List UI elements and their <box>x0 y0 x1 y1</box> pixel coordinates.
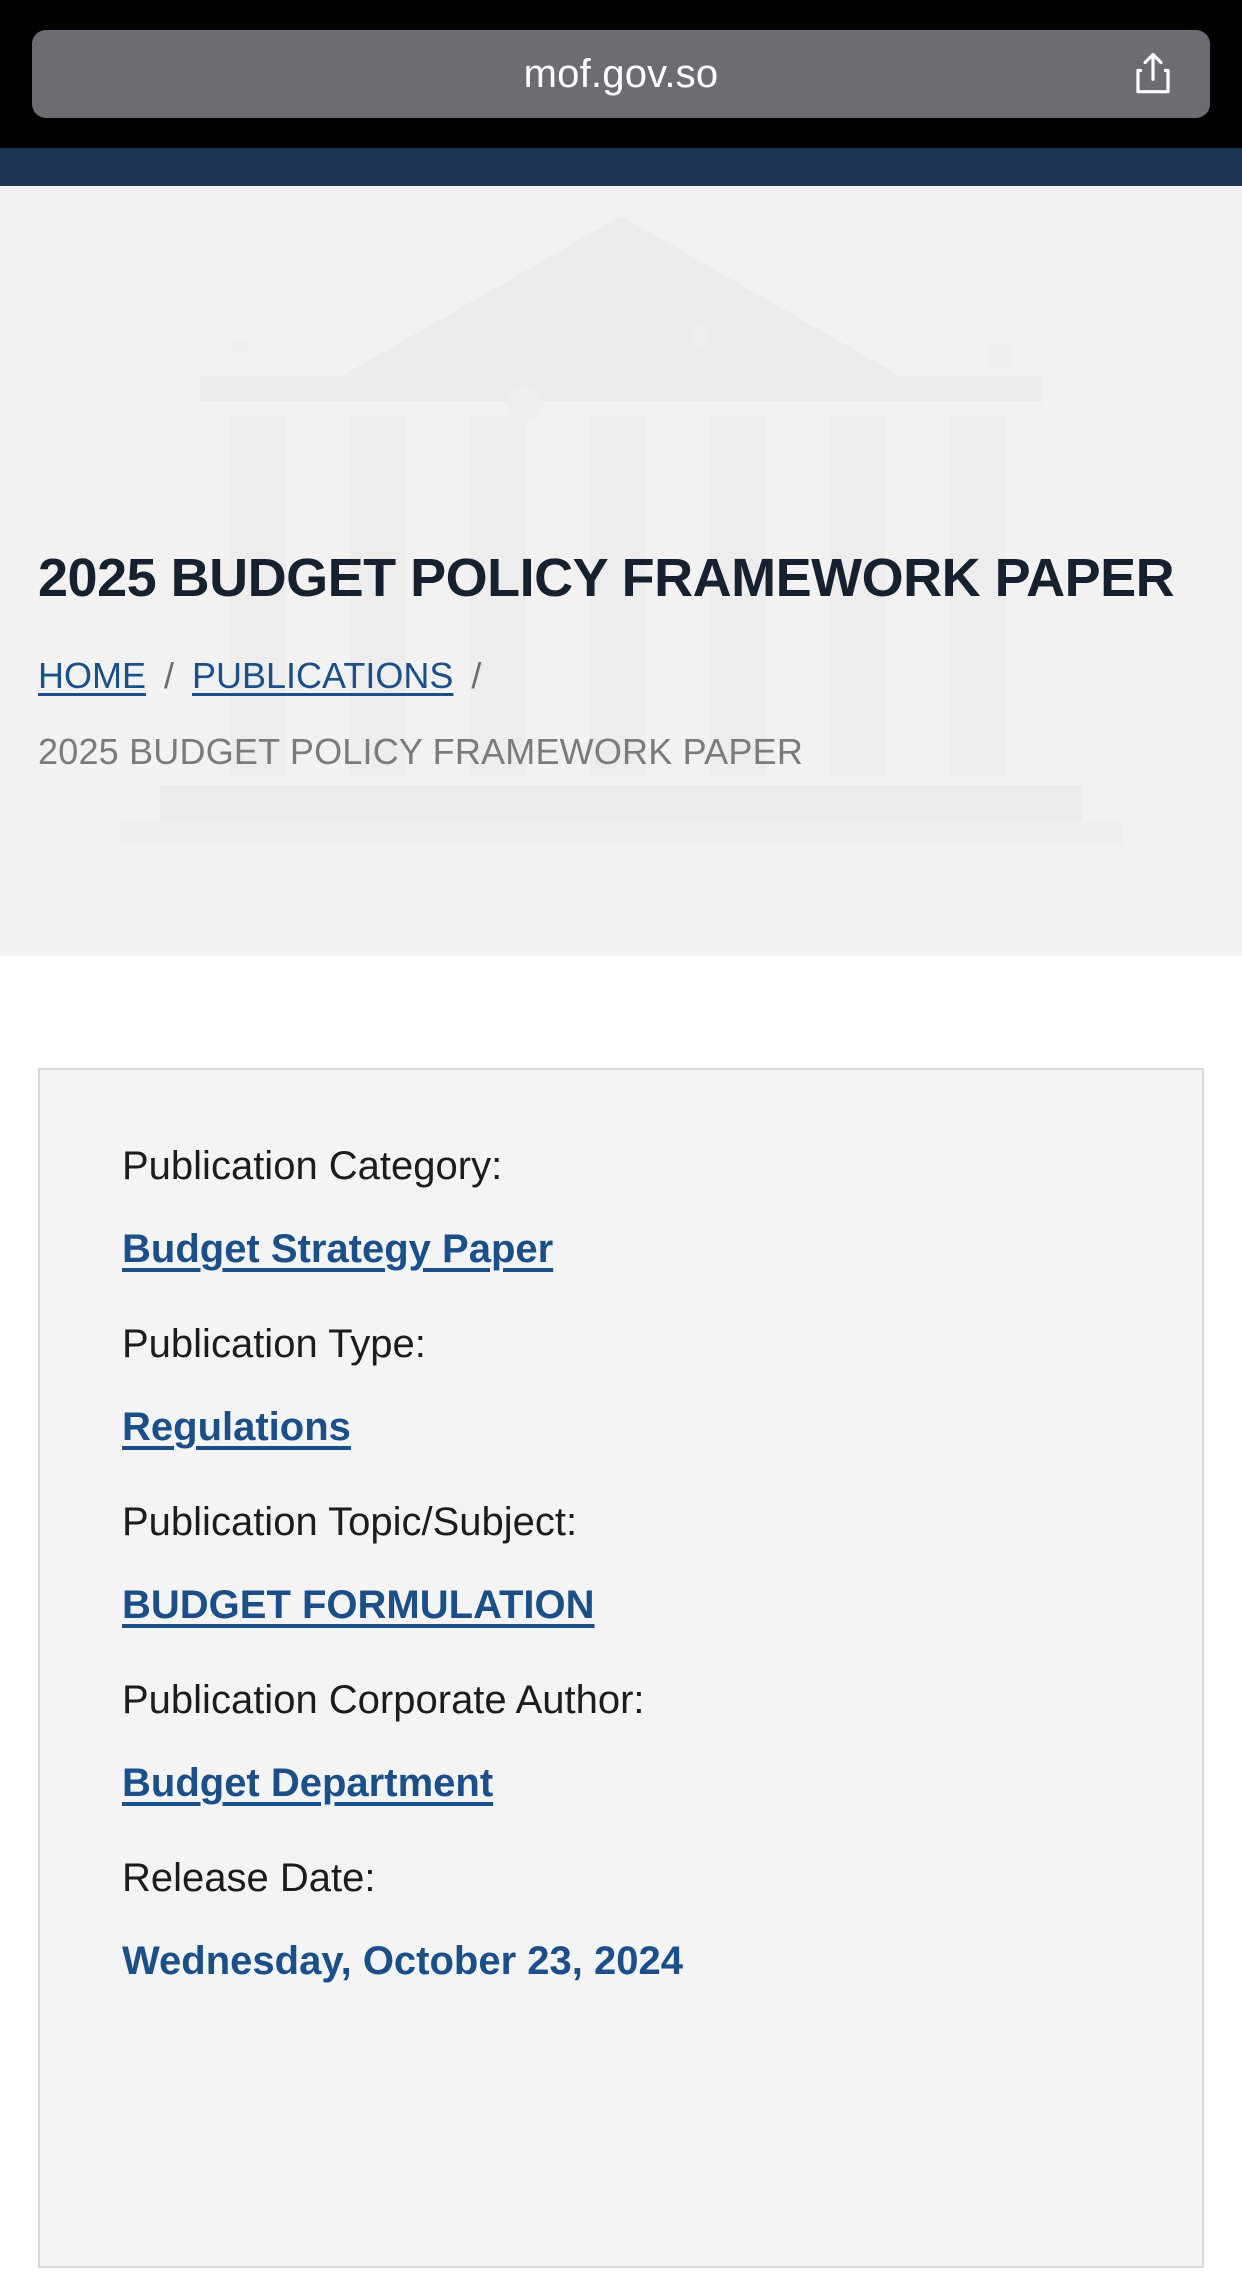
breadcrumb-separator-2: / <box>471 654 482 696</box>
breadcrumb-current: 2025 BUDGET POLICY FRAMEWORK PAPER <box>38 730 804 772</box>
link-budget-department[interactable]: Budget Department <box>122 1761 494 1805</box>
field-label-corporate-author: Publication Corporate Author: <box>122 1678 645 1722</box>
link-regulations[interactable]: Regulations <box>122 1405 351 1449</box>
content-area <box>0 956 1242 2268</box>
page-title: 2025 BUDGET POLICY FRAMEWORK PAPER <box>38 548 1175 609</box>
field-label-publication-topic: Publication Topic/Subject: <box>122 1500 578 1544</box>
link-budget-strategy-paper[interactable]: Budget Strategy Paper <box>122 1227 554 1271</box>
publication-details-card <box>38 1068 1204 2268</box>
breadcrumb-item-home[interactable]: HOME <box>38 654 146 696</box>
field-label-publication-category: Publication Category: <box>122 1144 503 1188</box>
url-text: mof.gov.so <box>523 51 719 96</box>
link-budget-formulation[interactable]: BUDGET FORMULATION <box>122 1583 595 1627</box>
field-label-publication-type: Publication Type: <box>122 1322 426 1366</box>
field-value-publication-topic <box>122 1583 1120 1628</box>
share-icon[interactable] <box>1130 51 1176 97</box>
field-value-publication-type <box>122 1405 1120 1450</box>
breadcrumb-separator-1: / <box>164 654 175 696</box>
field-label-release-date: Release Date: <box>122 1856 376 1900</box>
field-value-release-date: Wednesday, October 23, 2024 <box>122 1939 683 1983</box>
field-value-publication-category <box>122 1227 1120 1272</box>
breadcrumb-item-publications[interactable]: PUBLICATIONS <box>192 654 454 696</box>
breadcrumb <box>38 655 1204 697</box>
page-hero <box>0 186 1242 956</box>
field-value-corporate-author <box>122 1761 1120 1806</box>
browser-toolbar <box>0 0 1242 148</box>
address-bar[interactable] <box>32 30 1210 118</box>
site-header-band <box>0 148 1242 186</box>
